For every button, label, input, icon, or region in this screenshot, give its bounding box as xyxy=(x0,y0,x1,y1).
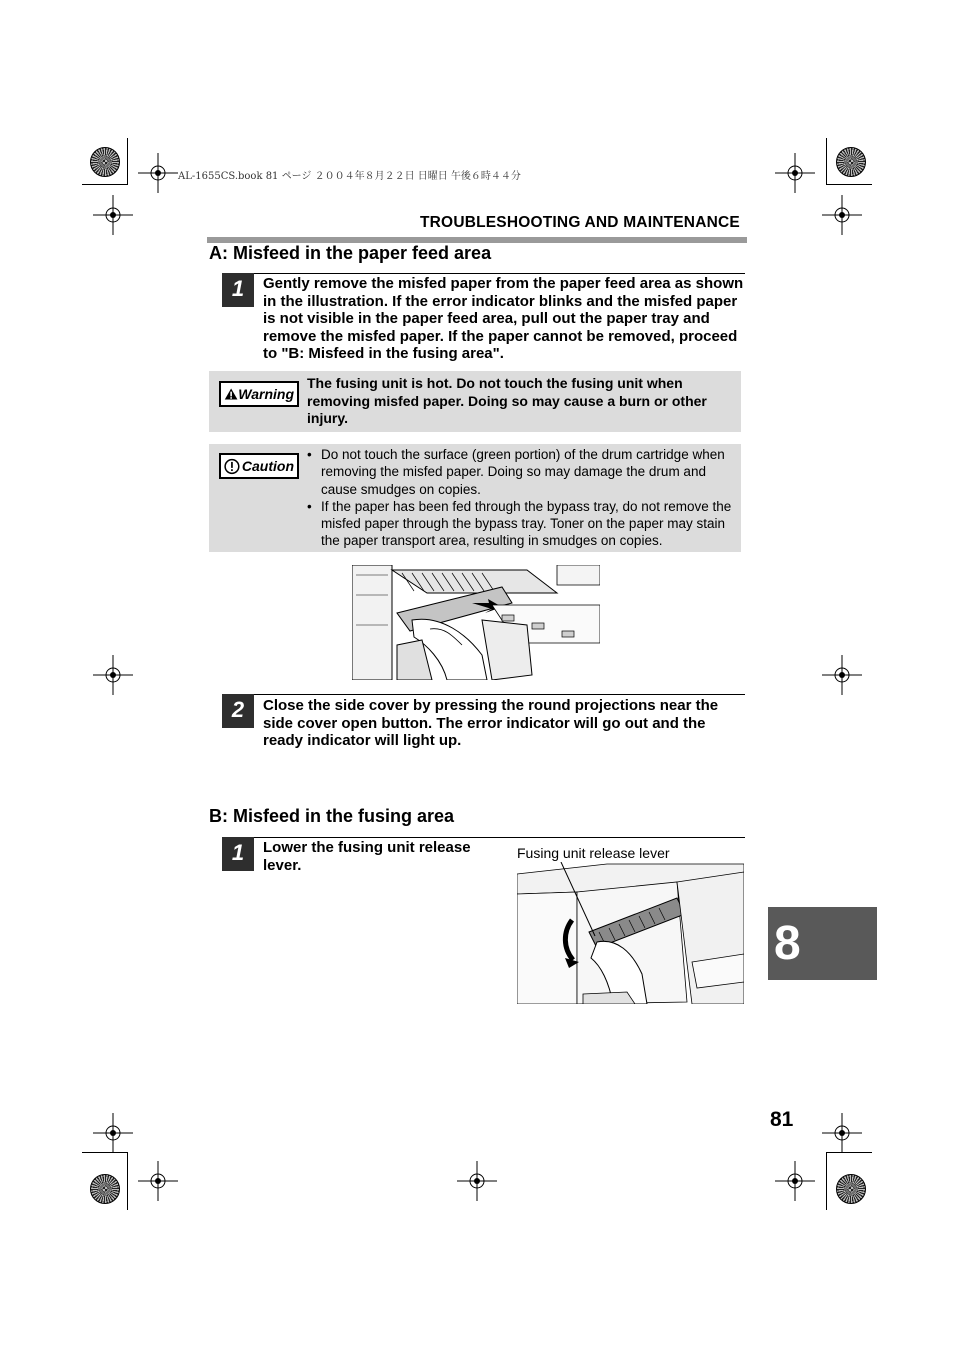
list-item: • Do not touch the surface (green portion) of the drum cartridge when removing the misfed paper. Doing so may damage the drum and cause smudges on copies. xyxy=(307,446,735,498)
callout-label: Fusing unit release lever xyxy=(517,845,670,861)
step-instructions: Lower the fusing unit release lever. xyxy=(263,839,471,874)
crosshair-mark-icon xyxy=(138,1161,178,1201)
chapter-title: TROUBLESHOOTING AND MAINTENANCE xyxy=(420,214,740,231)
crosshair-mark-icon xyxy=(93,655,133,695)
warning-label-text: Warning xyxy=(238,386,294,402)
section-a-title: A: Misfeed in the paper feed area xyxy=(209,243,492,263)
registration-rosette-icon xyxy=(90,1174,120,1204)
crosshair-mark-icon xyxy=(457,1161,497,1201)
chapter-tab: 8 xyxy=(768,907,877,980)
step-badge: 2 xyxy=(222,694,254,728)
warning-text: The fusing unit is hot. Do not touch the fusing unit when removing misfed paper. Doing so may cause a burn or other injury. xyxy=(307,375,707,427)
print-header: AL-1655CS.book 81 ページ ２００４年８月２２日 日曜日 午後６時４４分 xyxy=(178,171,521,182)
page-number: 81 xyxy=(770,1108,794,1131)
step-divider xyxy=(254,837,745,838)
crosshair-mark-icon xyxy=(775,153,815,193)
crosshair-mark-icon xyxy=(822,655,862,695)
crosshair-mark-icon xyxy=(93,1113,133,1153)
caution-list xyxy=(307,446,735,550)
caution-label-text: Caution xyxy=(241,458,294,474)
crosshair-mark-icon xyxy=(822,195,862,235)
crosshair-mark-icon xyxy=(138,153,178,193)
crosshair-mark-icon xyxy=(93,195,133,235)
step-badge: 1 xyxy=(222,837,254,871)
paper-feed-illustration xyxy=(352,565,600,680)
step-instructions: Gently remove the misfed paper from the paper feed area as shown in the illustration. If the error indicator blinks and the misfed paper is not visible in the paper feed area, pull out the paper tray and remove the misfed paper. If the paper cannot be removed, proceed to "B: Misfeed in the fusing area". xyxy=(263,275,744,363)
step-badge: 1 xyxy=(222,273,254,307)
registration-rosette-icon xyxy=(836,1174,866,1204)
fusing-unit-illustration xyxy=(517,862,744,1004)
exclamation-circle-icon xyxy=(224,458,240,475)
section-b-title: B: Misfeed in the fusing area xyxy=(209,806,455,826)
warning-triangle-icon xyxy=(224,386,238,402)
warning-label xyxy=(219,381,299,407)
list-item: • If the paper has been fed through the bypass tray, do not remove the misfed paper through the bypass tray. Toner on the paper may stain the paper transport area, resulting in smudges on copies. xyxy=(307,498,735,550)
registration-rosette-icon xyxy=(836,147,866,177)
step-divider xyxy=(254,694,745,695)
step-instructions: Close the side cover by pressing the round projections near the side cover open button. The error indicator will go out and the ready indicator will light up. xyxy=(263,697,719,750)
crosshair-mark-icon xyxy=(775,1161,815,1201)
caution-label xyxy=(219,453,299,479)
registration-rosette-icon xyxy=(90,147,120,177)
crosshair-mark-icon xyxy=(822,1113,862,1153)
step-divider xyxy=(254,273,745,274)
